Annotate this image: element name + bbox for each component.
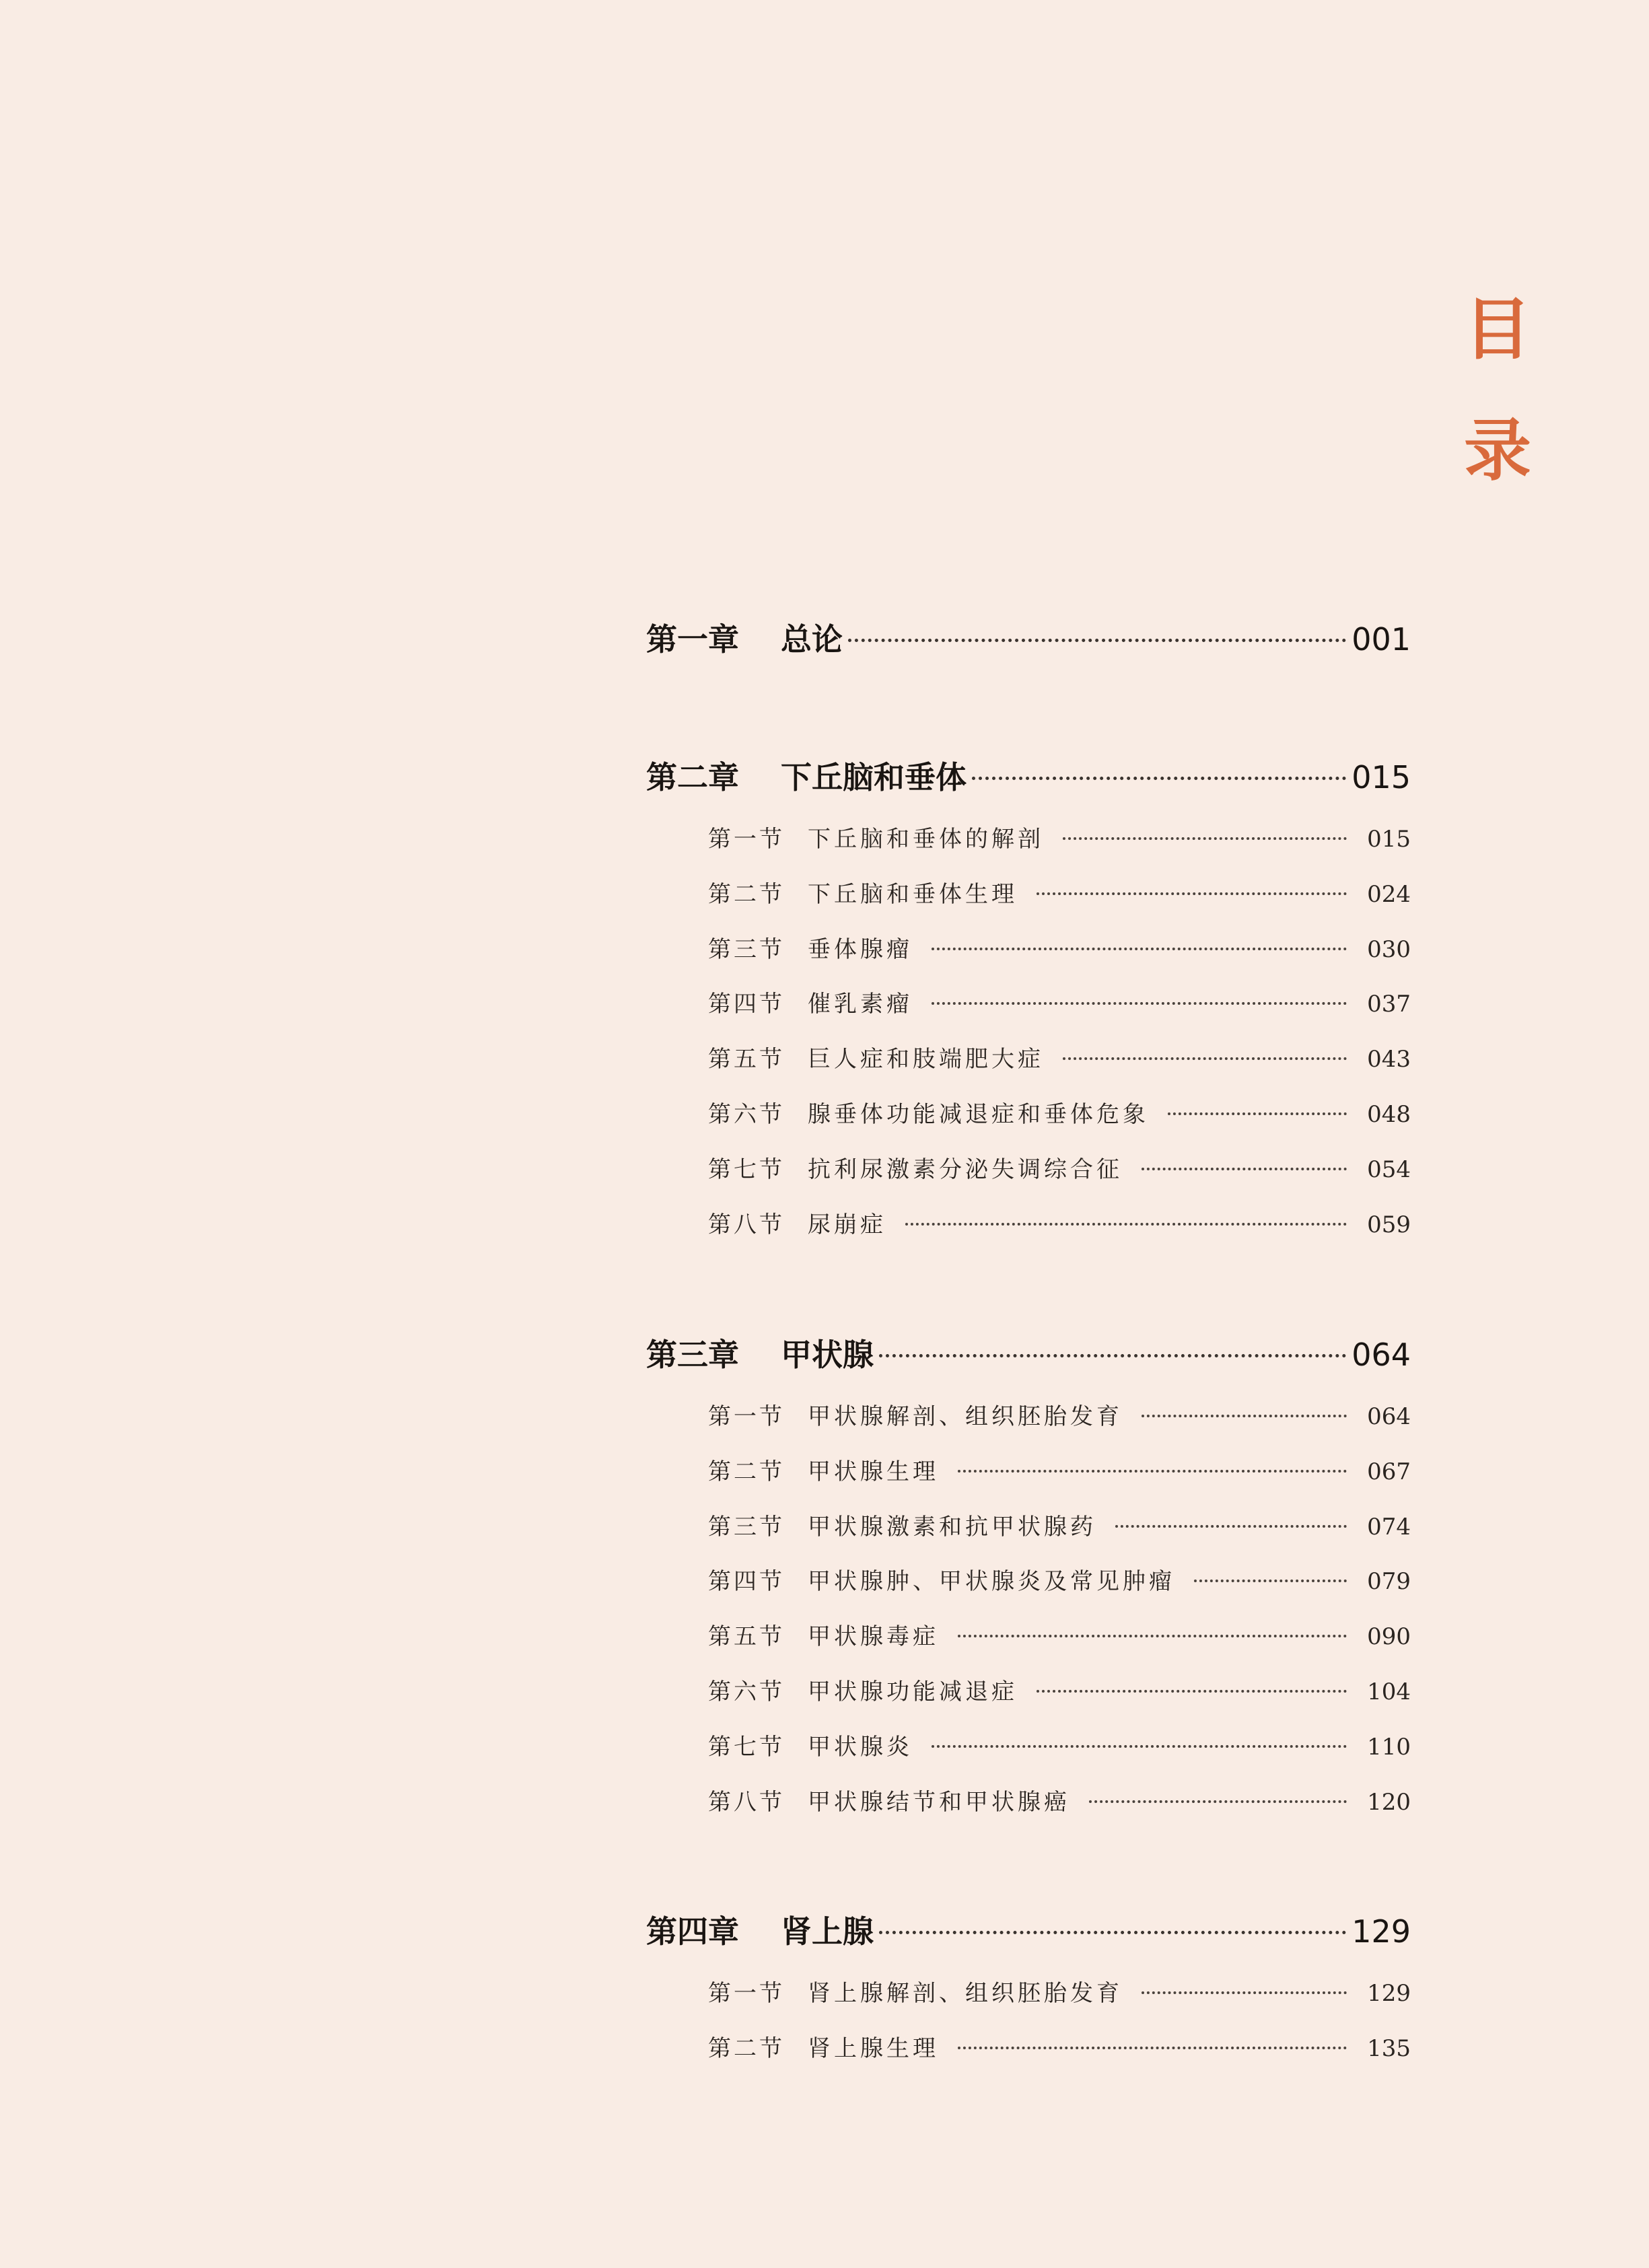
chapter-number: 第一章 (646, 621, 739, 658)
section-number: 第三节 (708, 1514, 785, 1540)
section-number: 第四节 (708, 1568, 785, 1595)
section-title: 甲状腺结节和甲状腺癌 (808, 1789, 1070, 1816)
section-title: 甲状腺功能减退症 (808, 1678, 1018, 1705)
chapter-title: 下丘脑和垂体 (781, 759, 967, 795)
chapter-number: 第二章 (646, 759, 739, 795)
section-page-number: 048 (1367, 1101, 1411, 1128)
dot-leader (932, 1745, 1347, 1748)
section-entry[interactable] (708, 1676, 1411, 1708)
section-entry[interactable] (708, 1098, 1411, 1131)
section-entry[interactable] (708, 1621, 1411, 1653)
section-page-number: 110 (1367, 1734, 1411, 1761)
section-page-number: 015 (1367, 826, 1411, 853)
section-title: 抗利尿激素分泌失调综合征 (808, 1156, 1123, 1183)
chapter-entry[interactable] (646, 1335, 1411, 1375)
dot-leader (905, 1223, 1347, 1226)
chapter-page-number: 001 (1352, 621, 1411, 658)
section-page-number: 024 (1367, 881, 1411, 908)
section-number: 第七节 (708, 1734, 785, 1761)
chapter-page-number: 129 (1352, 1913, 1411, 1950)
chapter-entry[interactable] (646, 619, 1411, 660)
section-number: 第五节 (708, 1046, 785, 1073)
section-title: 巨人症和肢端肥大症 (808, 1046, 1044, 1073)
section-page-number: 043 (1367, 1046, 1411, 1073)
chapter-number: 第四章 (646, 1913, 739, 1950)
section-entry[interactable] (708, 1154, 1411, 1186)
section-entry[interactable] (708, 1401, 1411, 1433)
section-title: 甲状腺激素和抗甲状腺药 (808, 1514, 1096, 1540)
section-entry[interactable] (708, 1731, 1411, 1763)
dot-leader (1063, 1057, 1347, 1060)
dot-leader (1194, 1580, 1347, 1582)
chapter-title: 甲状腺 (781, 1337, 874, 1373)
section-title: 甲状腺解剖、组织胚胎发育 (808, 1403, 1123, 1430)
dot-leader (958, 1635, 1347, 1637)
section-number: 第七节 (708, 1156, 785, 1183)
section-entry[interactable] (708, 988, 1411, 1020)
section-page-number: 054 (1367, 1156, 1411, 1183)
dot-leader (848, 639, 1346, 642)
section-page-number: 067 (1367, 1458, 1411, 1485)
section-entry[interactable] (708, 1511, 1411, 1543)
section-title: 下丘脑和垂体的解剖 (808, 826, 1044, 853)
section-page-number: 079 (1367, 1568, 1411, 1595)
dot-leader (958, 1470, 1347, 1473)
section-title: 肾上腺生理 (808, 2035, 939, 2062)
section-entry[interactable] (708, 1209, 1411, 1241)
chapter-number: 第三章 (646, 1337, 739, 1373)
section-title: 垂体腺瘤 (808, 936, 913, 963)
chapter-title: 肾上腺 (781, 1913, 874, 1950)
section-page-number: 030 (1367, 936, 1411, 963)
section-entry[interactable] (708, 933, 1411, 966)
chapter-title: 总论 (781, 621, 843, 658)
section-title: 腺垂体功能减退症和垂体危象 (808, 1101, 1149, 1128)
section-title: 甲状腺炎 (808, 1734, 913, 1761)
dot-leader (1168, 1112, 1347, 1115)
section-entry[interactable] (708, 1456, 1411, 1488)
section-title: 下丘脑和垂体生理 (808, 881, 1018, 908)
section-entry[interactable] (708, 1786, 1411, 1818)
section-title: 肾上腺解剖、组织胚胎发育 (808, 1980, 1123, 2007)
toc-title-char-2: 录 (1464, 411, 1531, 490)
dot-leader (958, 2047, 1347, 2049)
section-title: 甲状腺毒症 (808, 1623, 939, 1650)
section-page-number: 037 (1367, 991, 1411, 1018)
section-page-number: 059 (1367, 1211, 1411, 1238)
section-title: 甲状腺生理 (808, 1458, 939, 1485)
chapter-page-number: 015 (1352, 759, 1411, 795)
section-page-number: 090 (1367, 1623, 1411, 1650)
dot-leader (972, 777, 1346, 780)
section-title: 甲状腺肿、甲状腺炎及常见肿瘤 (808, 1568, 1175, 1595)
dot-leader (932, 948, 1347, 950)
section-number: 第三节 (708, 936, 785, 963)
section-number: 第二节 (708, 1458, 785, 1485)
dot-leader (879, 1354, 1346, 1357)
section-entry[interactable] (708, 1565, 1411, 1598)
dot-leader (932, 1002, 1347, 1005)
section-entry[interactable] (708, 2032, 1411, 2065)
section-page-number: 129 (1367, 1980, 1411, 2007)
section-page-number: 064 (1367, 1403, 1411, 1430)
section-number: 第八节 (708, 1211, 785, 1238)
section-number: 第六节 (708, 1101, 785, 1128)
dot-leader (1089, 1800, 1347, 1803)
chapter-page-number: 064 (1352, 1337, 1411, 1373)
section-number: 第一节 (708, 1403, 785, 1430)
dot-leader (1037, 892, 1347, 895)
section-number: 第二节 (708, 881, 785, 908)
section-number: 第六节 (708, 1678, 785, 1705)
section-entry[interactable] (708, 878, 1411, 911)
section-number: 第一节 (708, 1980, 785, 2007)
section-number: 第五节 (708, 1623, 785, 1650)
dot-leader (879, 1931, 1346, 1934)
section-page-number: 074 (1367, 1514, 1411, 1540)
section-entry[interactable] (708, 823, 1411, 855)
section-number: 第二节 (708, 2035, 785, 2062)
dot-leader (1115, 1525, 1347, 1528)
chapter-entry[interactable] (646, 757, 1411, 798)
section-page-number: 104 (1367, 1678, 1411, 1705)
section-number: 第四节 (708, 991, 785, 1018)
section-title: 尿崩症 (808, 1211, 886, 1238)
section-page-number: 120 (1367, 1789, 1411, 1816)
section-entry[interactable] (708, 1977, 1411, 2010)
dot-leader (1037, 1690, 1347, 1693)
chapter-entry[interactable] (646, 1911, 1411, 1952)
section-page-number: 135 (1367, 2035, 1411, 2062)
section-entry[interactable] (708, 1043, 1411, 1075)
dot-leader (1142, 1415, 1347, 1417)
section-number: 第八节 (708, 1789, 785, 1816)
dot-leader (1063, 837, 1347, 840)
section-number: 第一节 (708, 826, 785, 853)
dot-leader (1142, 1168, 1347, 1170)
toc-title-char-1: 目 (1464, 290, 1531, 369)
section-title: 催乳素瘤 (808, 991, 913, 1018)
dot-leader (1142, 1991, 1347, 1994)
